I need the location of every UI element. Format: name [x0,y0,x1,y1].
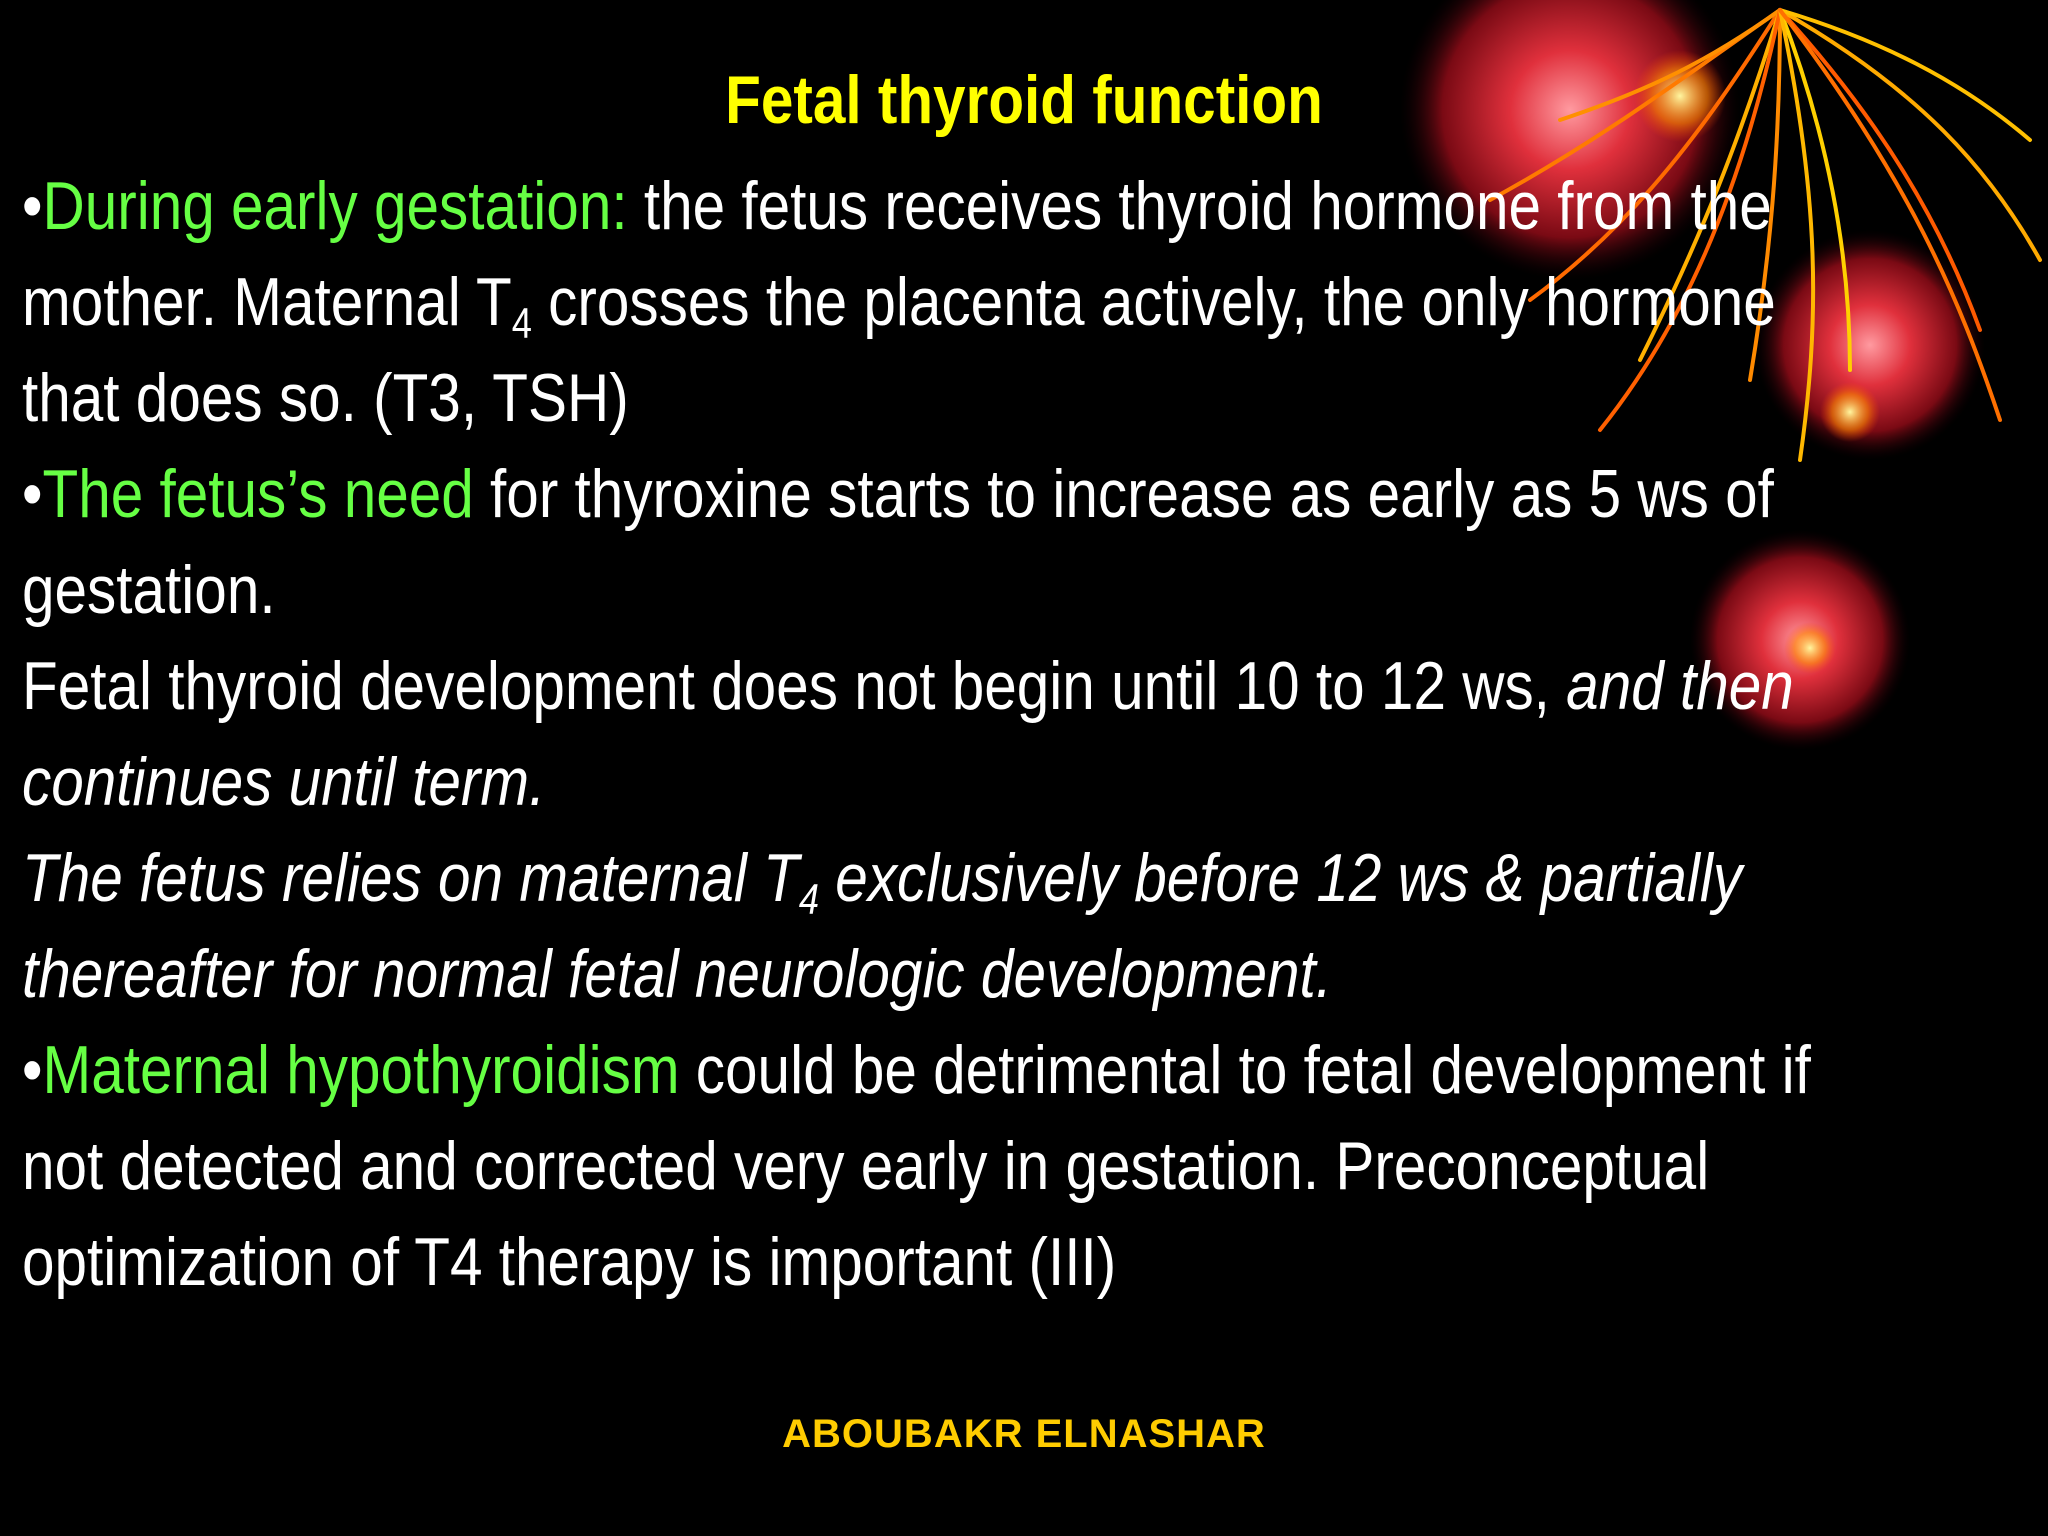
line-7 [22,734,1759,830]
paragraph-4-italic: exclusively before 12 ws & partially [819,840,1743,916]
bullet-5-text: optimization of T4 therapy is important (III) [22,1224,1117,1300]
line-5 [22,542,1759,638]
bullet-1-text: that does so. (T3, TSH) [22,360,629,436]
line-12 [22,1214,1759,1310]
line-1 [22,158,1772,254]
bullet-1-highlight: During early gestation: [42,168,628,244]
line-11 [22,1118,1759,1214]
paragraph-3-text: Fetal thyroid development does not begin until 10 to 12 ws, [22,648,1567,724]
bullet-2-highlight: The fetus’s need [42,456,474,532]
line-3 [22,350,1759,446]
bullet-2-text: gestation. [22,552,276,628]
slide-title: Fetal thyroid function [725,62,1323,138]
bullet-5-text: could be detrimental to fetal development if [679,1032,1811,1108]
line-6 [22,638,1794,734]
bullet-dot: • [22,1032,43,1108]
line-4 [22,446,1774,542]
line-10 [22,1022,1811,1118]
paragraph-4-italic: The fetus relies on maternal T [22,840,799,916]
line-8 [22,830,1759,926]
footer-author: ABOUBAKR ELNASHAR [782,1412,1266,1456]
slide-body [22,158,2042,1310]
paragraph-3-italic: and then [1566,648,1794,724]
subscript: 4 [798,875,820,923]
paragraph-4-italic: thereafter for normal fetal neurologic development. [22,936,1333,1012]
bullet-5-highlight: Maternal hypothyroidism [42,1032,680,1108]
bullet-1-text: the fetus receives thyroid hormone from the [627,168,1772,244]
line-9 [22,926,1759,1022]
bullet-dot: • [22,456,43,532]
subscript: 4 [511,299,532,347]
bullet-1-text: crosses the placenta actively, the only hormone [531,264,1776,340]
bullet-5-text: not detected and corrected very early in gestation. Preconceptual [22,1128,1710,1204]
line-2 [22,254,1776,350]
bullet-dot: • [22,168,43,244]
bullet-2-text: for thyroxine starts to increase as early as 5 ws of [473,456,1774,532]
bullet-1-text: mother. Maternal T [22,264,512,340]
paragraph-3-italic: continues until term. [22,744,546,820]
